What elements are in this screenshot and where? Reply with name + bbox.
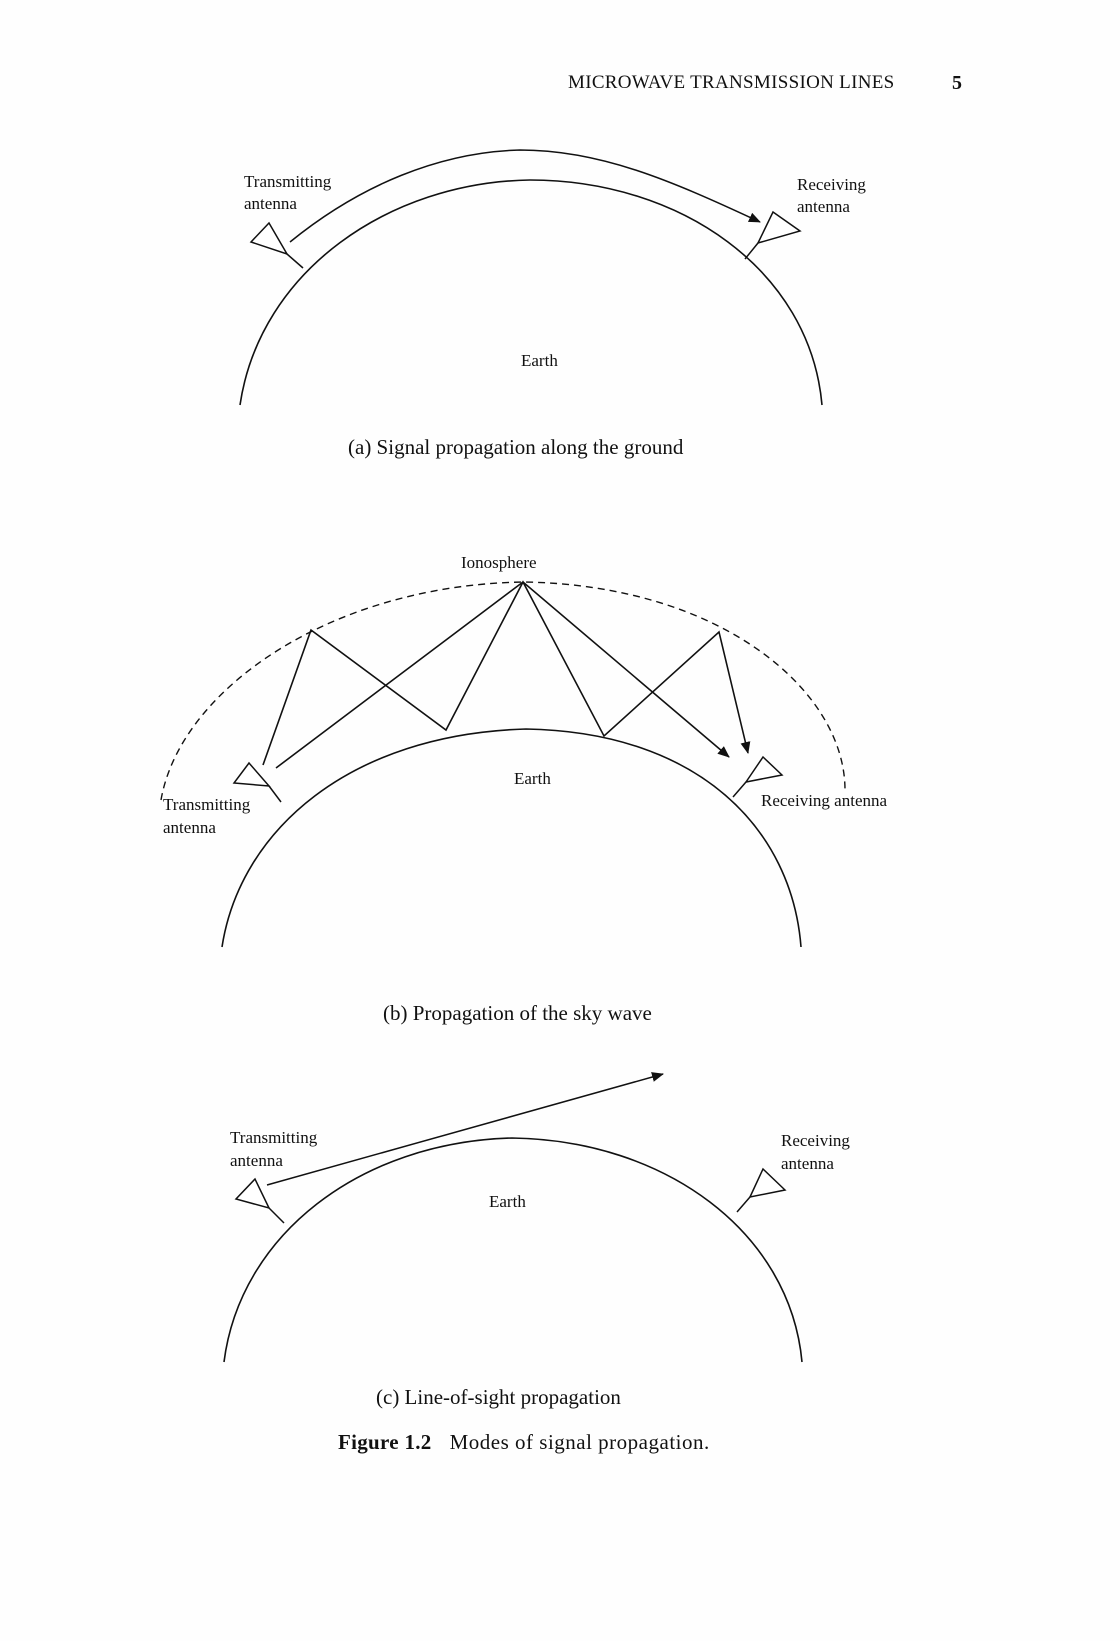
transmitting-label: Transmitting [230, 1128, 318, 1147]
transmitting-label: antenna [163, 818, 216, 837]
panel-c [224, 1074, 850, 1409]
receiving-label: Receiving [797, 175, 866, 194]
receiving-label: antenna [781, 1154, 834, 1173]
earth-arc [222, 729, 801, 947]
earth-arc [224, 1138, 802, 1362]
transmitting-label: antenna [230, 1151, 283, 1170]
earth-label: Earth [514, 769, 551, 788]
figure-number: Figure 1.2 [338, 1430, 432, 1454]
panel-caption: (c) Line-of-sight propagation [376, 1385, 621, 1409]
ionosphere-label: Ionosphere [461, 553, 537, 572]
earth-label: Earth [489, 1192, 526, 1211]
sky-wave-path [276, 582, 729, 768]
line-of-sight-arrow [267, 1074, 663, 1185]
panel-b [161, 553, 887, 1025]
running-title: MICROWAVE TRANSMISSION LINES [568, 72, 895, 93]
sky-wave-path [263, 582, 748, 765]
receiving-label: antenna [797, 197, 850, 216]
earth-label: Earth [521, 351, 558, 370]
transmitting-antenna-icon [251, 223, 303, 268]
receiving-label: Receiving [781, 1131, 850, 1150]
receiving-antenna-icon [737, 1169, 785, 1212]
page-number: 5 [952, 72, 963, 94]
receiving-label: Receiving antenna [761, 791, 888, 810]
panel-a [240, 150, 866, 459]
panel-caption: (b) Propagation of the sky wave [383, 1001, 652, 1025]
figure-caption [338, 1430, 858, 1455]
transmitting-label: Transmitting [163, 795, 251, 814]
figure-caption-text: Modes of signal propagation. [449, 1430, 710, 1454]
transmitting-label: Transmitting [244, 172, 332, 191]
transmitting-label: antenna [244, 194, 297, 213]
ionosphere-boundary [161, 582, 845, 800]
panel-caption: (a) Signal propagation along the ground [348, 435, 684, 459]
transmitting-antenna-icon [236, 1179, 284, 1223]
